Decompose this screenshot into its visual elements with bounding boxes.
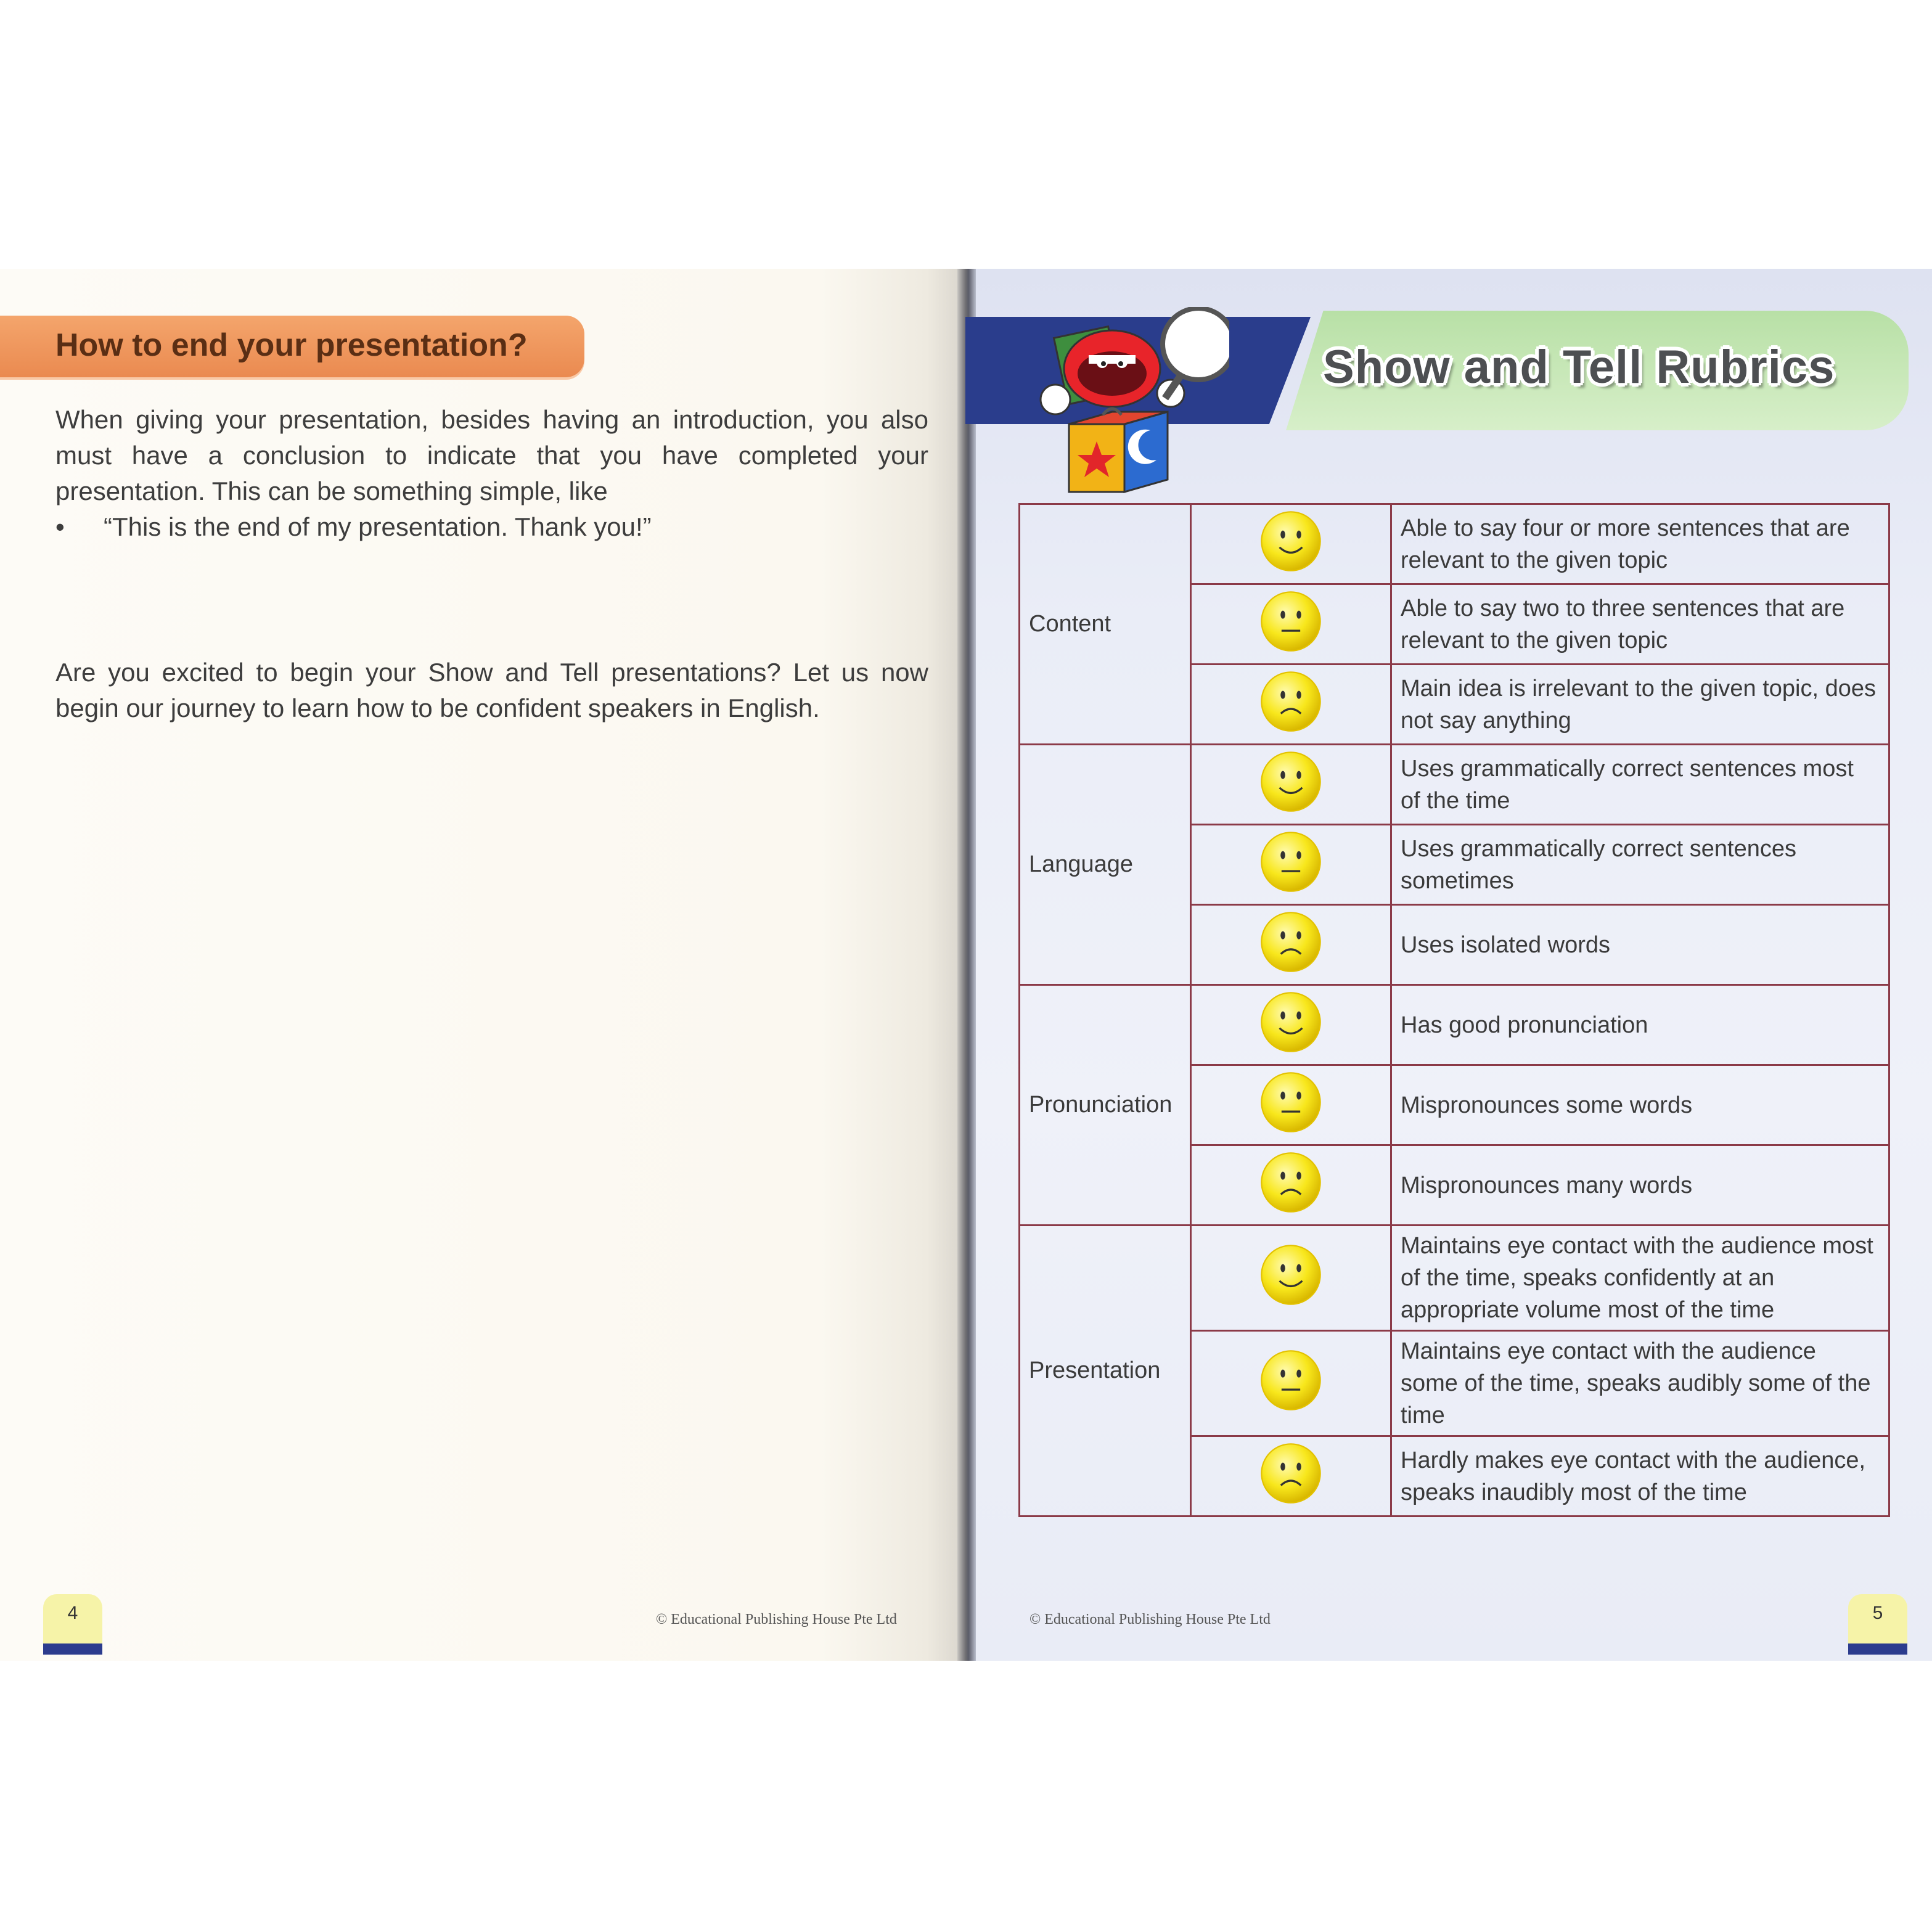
jack-in-the-box-mascot-icon <box>1020 307 1229 504</box>
rubric-description: Mispronounces many words <box>1391 1145 1889 1226</box>
page-number-tab-left <box>43 1594 102 1656</box>
section-heading: How to end your presentation? <box>55 327 528 363</box>
left-page <box>0 269 965 1661</box>
sad-face-icon <box>1259 669 1323 740</box>
rubric-description: Main idea is irrelevant to the given topic, does not say anything <box>1391 665 1889 745</box>
rubric-description: Uses isolated words <box>1391 905 1889 985</box>
rubric-face-cell <box>1191 1331 1391 1436</box>
rubric-category-presentation: Presentation <box>1020 1226 1191 1517</box>
rubric-row <box>1020 1226 1889 1331</box>
rubric-row <box>1020 745 1889 825</box>
title-banner <box>965 307 1920 436</box>
rubric-face-cell <box>1191 1145 1391 1226</box>
happy-face-icon <box>1259 509 1323 579</box>
rubric-face-cell <box>1191 1436 1391 1517</box>
copyright-right: © Educational Publishing House Pte Ltd <box>1029 1611 1271 1627</box>
sad-face-icon <box>1259 1150 1323 1221</box>
happy-face-icon <box>1259 990 1323 1060</box>
example-bullet <box>55 509 652 545</box>
rubric-category-pronunciation: Pronunciation <box>1020 985 1191 1226</box>
rubric-face-cell <box>1191 1226 1391 1331</box>
rubric-face-cell <box>1191 584 1391 665</box>
happy-face-icon <box>1259 750 1323 820</box>
page-number-tab-right <box>1848 1594 1907 1656</box>
copyright-left: © Educational Publishing House Pte Ltd <box>656 1611 897 1627</box>
happy-face-icon <box>1259 1243 1323 1313</box>
closing-paragraph: Are you excited to begin your Show and Tell presentations? Let us now begin our journey to learn how to be confident speakers in English. <box>55 658 928 722</box>
rubric-category-language: Language <box>1020 745 1191 985</box>
page-number: 5 <box>1872 1603 1883 1623</box>
page-number: 4 <box>67 1603 78 1623</box>
rubric-face-cell <box>1191 825 1391 905</box>
neutral-face-icon <box>1259 1070 1323 1140</box>
rubric-face-cell <box>1191 985 1391 1065</box>
bullet-symbol: • <box>55 512 65 541</box>
rubric-description: Maintains eye contact with the audience some of the time, speaks audibly some of the time <box>1391 1331 1889 1436</box>
rubric-description: Hardly makes eye contact with the audience, speaks inaudibly most of the time <box>1391 1436 1889 1517</box>
section-heading-banner <box>0 316 584 377</box>
book-gutter <box>957 269 976 1661</box>
rubric-description: Able to say four or more sentences that are relevant to the given topic <box>1391 504 1889 584</box>
sad-face-icon <box>1259 1441 1323 1512</box>
rubric-description: Has good pronunciation <box>1391 985 1889 1065</box>
neutral-face-icon <box>1259 830 1323 900</box>
rubric-face-cell <box>1191 504 1391 584</box>
rubric-row <box>1020 504 1889 584</box>
sad-face-icon <box>1259 910 1323 980</box>
rubric-face-cell <box>1191 665 1391 745</box>
neutral-face-icon <box>1259 589 1323 660</box>
rubric-title: Show and Tell Rubrics <box>1323 341 1835 393</box>
rubric-description: Maintains eye contact with the audience most of the time, speaks confidently at an appropriate volume most of the time <box>1391 1226 1889 1331</box>
rubric-face-cell <box>1191 905 1391 985</box>
bullet-text: “This is the end of my presentation. Thank you!” <box>104 512 652 541</box>
rubric-face-cell <box>1191 1065 1391 1145</box>
rubric-category-content: Content <box>1020 504 1191 745</box>
rubric-description: Able to say two to three sentences that are relevant to the given topic <box>1391 584 1889 665</box>
rubric-row <box>1020 985 1889 1065</box>
rubric-description: Uses grammatically correct sentences most of the time <box>1391 745 1889 825</box>
rubric-description: Uses grammatically correct sentences sometimes <box>1391 825 1889 905</box>
rubric-face-cell <box>1191 745 1391 825</box>
conclusion-paragraph: When giving your presentation, besides having an introduction, you also must have a conclusion to indicate that you have completed your presentation. This can be something simple, like <box>55 405 928 506</box>
rubric-table <box>1018 503 1890 1517</box>
book-spread <box>0 269 1932 1661</box>
rubric-description: Mispronounces some words <box>1391 1065 1889 1145</box>
neutral-face-icon <box>1259 1348 1323 1418</box>
